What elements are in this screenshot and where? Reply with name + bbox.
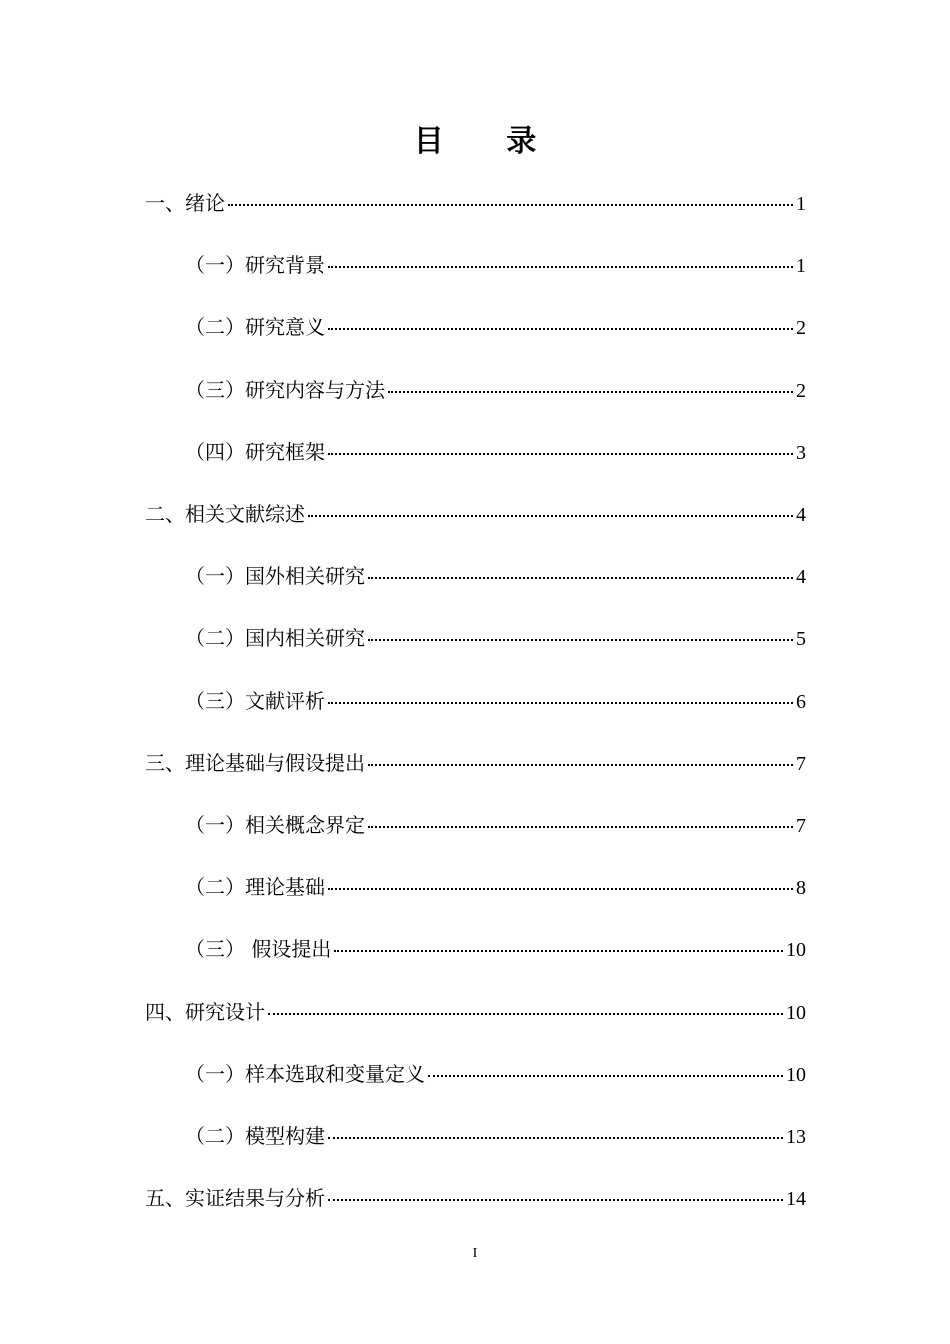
toc-entry[interactable] [185, 435, 806, 469]
toc-entry-label: （二）研究意义 [185, 315, 325, 340]
toc-entry-label: （四）研究框架 [185, 439, 325, 464]
toc-entry-label: （二）模型构建 [185, 1124, 325, 1148]
toc-entry[interactable] [185, 248, 806, 282]
toc-entry[interactable] [145, 995, 806, 1029]
toc-entry-page: 10 [786, 939, 806, 962]
toc-entry-page: 1 [796, 193, 806, 215]
toc-entry-label: 五、实证结果与分析 [145, 1186, 325, 1211]
toc-entry-label: （一）国外相关研究 [185, 564, 365, 589]
toc-entry-label: （一）研究背景 [185, 253, 325, 278]
toc-entry-page: 14 [786, 1188, 806, 1211]
toc-entry-label: 二、相关文献综述 [145, 502, 305, 526]
toc-entry-label: （二）国内相关研究 [185, 626, 365, 651]
toc-entry[interactable] [145, 186, 806, 220]
toc-entry[interactable] [185, 310, 806, 344]
toc-entry[interactable] [185, 870, 806, 904]
toc-entry-label: （一）相关概念界定 [185, 813, 365, 837]
toc-entry-page: 6 [796, 690, 806, 713]
dot-leader [368, 577, 793, 579]
dot-leader [308, 515, 793, 517]
page-number: I [472, 1246, 478, 1261]
dot-leader [428, 1075, 783, 1077]
dot-leader [328, 888, 793, 890]
toc-entry[interactable] [185, 684, 806, 718]
dot-leader [268, 1013, 783, 1015]
dot-leader [328, 702, 793, 704]
toc-entry-label: 四、研究设计 [145, 999, 265, 1024]
toc-entry-page: 4 [796, 504, 806, 526]
dot-leader [328, 328, 793, 330]
toc-entry-page: 3 [796, 441, 806, 464]
toc-entry-label: （一）样本选取和变量定义 [185, 1061, 425, 1086]
dot-leader [328, 1137, 783, 1139]
toc-entry-page: 7 [796, 815, 806, 837]
dot-leader [328, 266, 793, 268]
page-title: 目 录 [413, 124, 563, 159]
toc-entry[interactable] [185, 373, 806, 407]
dot-leader [388, 391, 793, 393]
toc-entry-page: 1 [796, 255, 806, 278]
toc-entry-page: 2 [796, 317, 806, 340]
toc-entry[interactable] [185, 1119, 806, 1153]
toc-entry-page: 5 [796, 628, 806, 651]
toc-entry[interactable] [185, 559, 806, 593]
toc-entry[interactable] [145, 1181, 806, 1215]
dot-leader [334, 950, 783, 952]
toc-entry-label: （三）文献评析 [185, 688, 325, 713]
toc-entry-page: 10 [786, 1001, 806, 1024]
toc-entry-page: 8 [796, 877, 806, 900]
toc-entry[interactable] [145, 497, 806, 531]
toc-entry[interactable] [185, 1057, 806, 1091]
toc-entry-page: 13 [786, 1126, 806, 1148]
toc-entry-label: 三、理论基础与假设提出 [145, 750, 365, 775]
dot-leader [228, 204, 793, 206]
dot-leader [368, 639, 793, 641]
toc-entry-page: 10 [786, 1063, 806, 1086]
toc-entry[interactable] [145, 746, 806, 780]
toc-entry-label: （三）研究内容与方法 [185, 377, 385, 402]
toc-entry-label: 一、绪论 [145, 191, 225, 215]
toc-entry-label: （三） 假设提出 [185, 937, 332, 962]
dot-leader [328, 453, 793, 455]
toc-entry[interactable] [185, 808, 806, 842]
dot-leader [368, 826, 793, 828]
toc-entry-page: 7 [796, 752, 806, 775]
toc-entry-page: 4 [796, 566, 806, 589]
toc-entry[interactable] [185, 621, 806, 655]
dot-leader [368, 764, 793, 766]
dot-leader [328, 1199, 783, 1201]
toc-entry-page: 2 [796, 379, 806, 402]
toc-entry[interactable] [185, 932, 806, 966]
toc-entry-label: （二）理论基础 [185, 875, 325, 900]
